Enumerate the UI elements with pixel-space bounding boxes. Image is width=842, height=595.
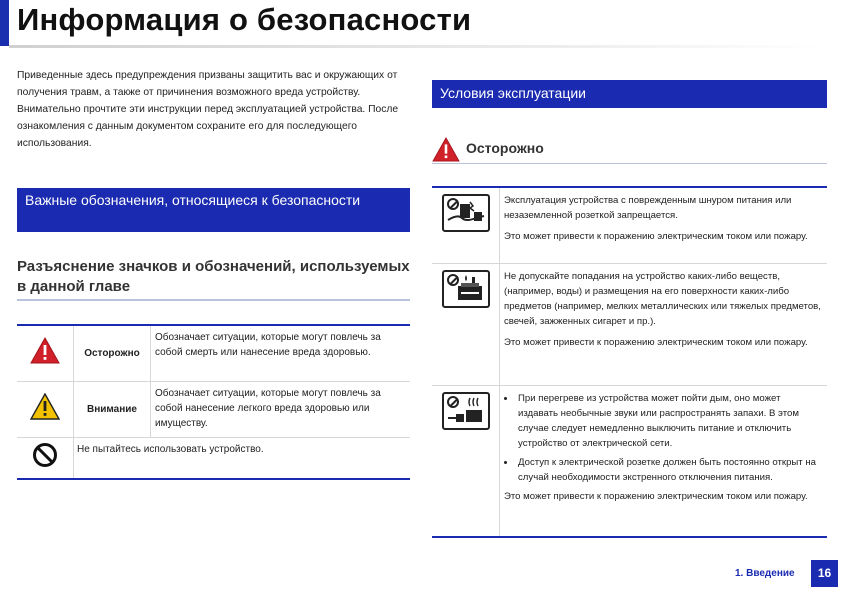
rule-bullet: • При перегреве из устройства может пойти дым, оно может издавать необычные звуки или распространять запахи. В этом случае следует немедленно выключить питание и отключить устройство от электрической сети. xyxy=(516,391,823,451)
page-number: 16 xyxy=(811,560,838,587)
title-divider xyxy=(9,45,824,48)
symbols-legend-table xyxy=(17,324,410,480)
legend-text: Обозначает ситуации, которые могут повлечь за собой смерть или нанесение вреда здоровью. xyxy=(155,332,381,358)
page-title-block xyxy=(0,0,842,46)
section-title-important-symbols: Важные обозначения, относящиеся к безопасности xyxy=(17,188,410,232)
legend-text: Не пытайтесь использовать устройство. xyxy=(74,437,411,479)
rule-note: Это может привести к поражению электрическим током или пожару. xyxy=(504,336,808,348)
section-title-operating-conditions: Условия эксплуатации xyxy=(432,80,827,108)
caution-divider xyxy=(432,163,827,164)
rule-text: Не допускайте попадания на устройство каких-либо веществ, (например, воды) и размещения на его поверхности каких-либо предметов (например, мелких металлических или тяжелых предметов, свечей, зажженных сигарет и пр.). xyxy=(504,270,821,327)
legend-row-prohibited xyxy=(17,437,410,479)
rule-icon-cell xyxy=(432,385,500,537)
legend-icon-cell xyxy=(17,437,74,479)
rule-row xyxy=(432,187,827,263)
damaged-cord-icon xyxy=(442,194,490,232)
rule-text-cell xyxy=(500,263,828,385)
rule-bullet-list xyxy=(504,391,823,485)
rule-note: Это может привести к поражению электрическим током или пожару. xyxy=(504,231,808,242)
rule-note: Это может привести к поражению электрическим током или пожару. xyxy=(504,490,808,502)
rule-row xyxy=(432,263,827,385)
warning-triangle-red-icon xyxy=(30,337,60,364)
legend-text: Обозначает ситуации, которые могут повлечь за собой нанесение легкого вреда здоровью или имуществу. xyxy=(151,381,411,437)
caution-triangle-yellow-icon xyxy=(30,393,60,420)
legend-row-warning xyxy=(17,325,410,381)
legend-subheading: Разъяснение значков и обозначений, используемых в данной главе xyxy=(17,258,410,295)
page-title: Информация о безопасности xyxy=(17,2,472,37)
rule-text-cell xyxy=(500,385,828,537)
caution-label: Осторожно xyxy=(466,140,544,156)
legend-icon-cell xyxy=(17,381,74,437)
rule-text-cell xyxy=(500,187,828,263)
legend-label: Осторожно xyxy=(74,325,151,381)
title-accent-bar xyxy=(0,0,9,46)
overheat-smoke-icon xyxy=(442,392,490,430)
rule-icon-cell xyxy=(432,263,500,385)
operating-rules-table xyxy=(432,186,827,538)
legend-row-caution xyxy=(17,381,410,437)
warning-triangle-red-icon xyxy=(432,137,460,162)
prohibited-icon xyxy=(32,442,58,468)
legend-label: Внимание xyxy=(74,381,151,437)
rule-icon-cell xyxy=(432,187,500,263)
rule-row xyxy=(432,385,827,537)
caution-heading xyxy=(432,136,827,164)
intro-paragraph: Приведенные здесь предупреждения призваны защитить вас и окружающих от получения травм, а также от причинения возможного вреда устройству. Внимательно прочтите эти инструкции перед эксплуатацией устройства. После ознакомления с данным документом сохраните его для последующего использования. xyxy=(17,70,399,149)
rule-text: Эксплуатация устройства с поврежденным шнуром питания или незаземленной розеткой запрещается. xyxy=(504,195,792,221)
rule-bullet: • Доступ к электрической розетке должен быть постоянно открыт на случай необходимости экстренного отключения питания. xyxy=(516,455,823,485)
chapter-label: 1. Введение xyxy=(735,568,795,579)
legend-icon-cell xyxy=(17,325,74,381)
subheading-divider xyxy=(17,299,410,301)
liquid-on-device-icon xyxy=(442,270,490,308)
